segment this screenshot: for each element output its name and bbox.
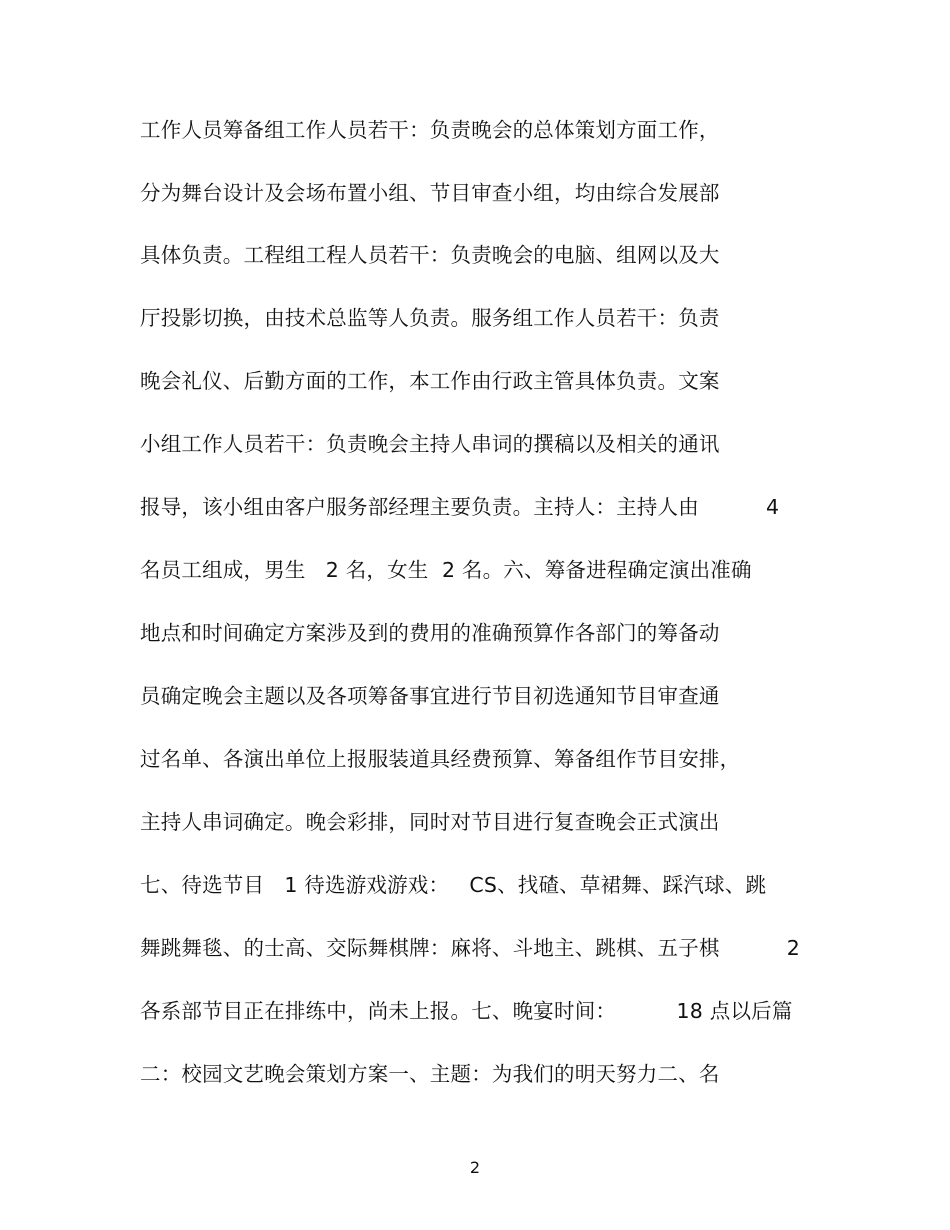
text-line: 分为舞台设计及会场布置小组、节目审查小组，均由综合发展部 (140, 181, 720, 205)
text-line: 过名单、各演出单位上报服装道具经费预算、筹备组作节目安排， (140, 747, 741, 771)
text-line: 地点和时间确定方案涉及到的费用的准确预算作各部门的筹备动 (140, 621, 720, 645)
text-line: 舞跳舞毯、的士高、交际舞棋牌：麻将、斗地主、跳棋、五子棋 2 (140, 936, 801, 960)
text-line: 小组工作人员若干：负责晚会主持人串词的撰稿以及相关的通讯 (140, 432, 720, 456)
text-line: 二：校园文艺晚会策划方案一、主题：为我们的明天努力二、名 (140, 1062, 720, 1086)
text-line: 七、待选节目 1 待选游戏游戏： CS、找碴、草裙舞、踩汽球、跳 (140, 873, 767, 897)
page-number: 2 (469, 1158, 481, 1177)
text-line: 员确定晚会主题以及各项筹备事宜进行节目初选通知节目审查通 (140, 684, 720, 708)
text-line: 名员工组成，男生 2 名，女生 2 名。六、筹备进程确定演出准确 (140, 558, 752, 582)
text-line: 主持人串词确定。晚会彩排，同时对节目进行复查晚会正式演出 (140, 810, 720, 834)
text-line: 厅投影切换，由技术总监等人负责。服务组工作人员若干：负责 (140, 306, 720, 330)
text-line: 晚会礼仪、后勤方面的工作，本工作由行政主管具体负责。文案 (140, 369, 720, 393)
text-line: 工作人员筹备组工作人员若干：负责晚会的总体策划方面工作， (140, 118, 720, 142)
text-line: 各系部节目正在排练中，尚未上报。七、晚宴时间： 18 点以后篇 (140, 999, 793, 1023)
text-line: 报导，该小组由客户服务部经理主要负责。主持人：主持人由 4 (140, 495, 780, 519)
text-line: 具体负责。工程组工程人员若干：负责晚会的电脑、组网以及大 (140, 243, 720, 267)
